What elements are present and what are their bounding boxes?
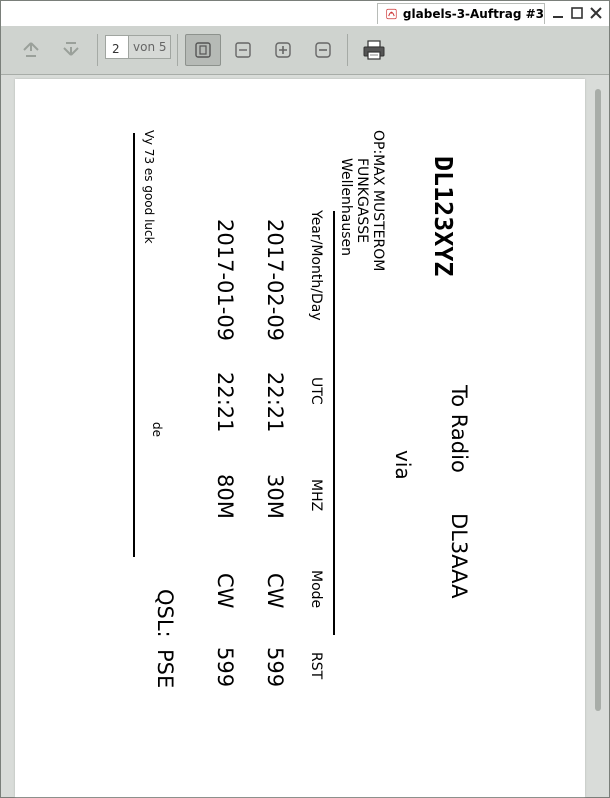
title-bar bbox=[1, 1, 609, 26]
row2-utc: 22:21 bbox=[213, 372, 237, 433]
to-label: To Radio bbox=[447, 385, 471, 473]
scrollbar-thumb[interactable] bbox=[595, 89, 601, 711]
page-number-input[interactable] bbox=[105, 35, 129, 59]
via-label: via bbox=[391, 450, 415, 480]
zoom-in-icon bbox=[274, 41, 292, 59]
previous-page-button[interactable] bbox=[13, 34, 49, 66]
toolbar-separator bbox=[97, 34, 98, 66]
toolbar-separator bbox=[347, 34, 348, 66]
print-button[interactable] bbox=[356, 34, 392, 66]
address-street: FUNKGASSE bbox=[354, 158, 370, 243]
row2-band: 80M bbox=[213, 474, 237, 519]
header-mode: Mode bbox=[308, 570, 324, 609]
vertical-scrollbar[interactable] bbox=[593, 83, 603, 795]
page bbox=[15, 79, 585, 797]
fit-width-button[interactable] bbox=[225, 34, 261, 66]
header-date: Year/Month/Day bbox=[308, 210, 324, 321]
zoom-out-icon bbox=[314, 41, 332, 59]
own-callsign: DL123XYZ bbox=[429, 156, 458, 277]
printer-icon bbox=[362, 39, 386, 61]
zoom-out-button[interactable] bbox=[305, 34, 341, 66]
document-view[interactable] bbox=[1, 75, 609, 797]
row1-utc: 22:21 bbox=[263, 372, 287, 433]
address-city: Wellenhausen bbox=[338, 158, 354, 257]
fit-width-icon bbox=[234, 41, 252, 59]
header-mhz: MHZ bbox=[308, 479, 324, 512]
header-rst: RST bbox=[308, 652, 324, 680]
zoom-in-button[interactable] bbox=[265, 34, 301, 66]
operator-line: OP:MAX MUSTEROM bbox=[370, 130, 386, 272]
de-label: de bbox=[150, 422, 164, 437]
toolbar-separator bbox=[177, 34, 178, 66]
arrow-up-icon bbox=[20, 39, 42, 61]
minimize-icon[interactable] bbox=[551, 6, 565, 20]
row2-date: 2017-01-09 bbox=[213, 219, 237, 342]
arrow-down-icon bbox=[60, 39, 82, 61]
qsl-value: PSE bbox=[153, 649, 177, 689]
row2-rst: 599 bbox=[213, 647, 237, 688]
signature-rule bbox=[133, 133, 135, 557]
window-title: glabels-3-Auftrag #3 bbox=[402, 7, 544, 21]
row1-band: 30M bbox=[263, 474, 287, 519]
closing-text: Vy 73 es good luck bbox=[142, 130, 156, 244]
close-icon[interactable] bbox=[589, 6, 603, 20]
pdf-viewer-icon bbox=[386, 6, 397, 22]
to-callsign: DL3AAA bbox=[447, 513, 471, 599]
row1-mode: CW bbox=[263, 573, 287, 609]
table-top-rule bbox=[333, 211, 335, 635]
toolbar bbox=[1, 26, 609, 75]
next-page-button[interactable] bbox=[53, 34, 89, 66]
row1-rst: 599 bbox=[263, 647, 287, 688]
row2-mode: CW bbox=[213, 573, 237, 609]
page-total-label: von 5 bbox=[129, 35, 171, 59]
qsl-label: QSL: bbox=[153, 589, 177, 638]
fit-page-button[interactable] bbox=[185, 34, 221, 66]
fit-page-icon bbox=[194, 41, 212, 59]
maximize-icon[interactable] bbox=[570, 6, 584, 20]
window-tab[interactable] bbox=[377, 3, 545, 24]
header-utc: UTC bbox=[308, 377, 324, 405]
row1-date: 2017-02-09 bbox=[263, 219, 287, 342]
